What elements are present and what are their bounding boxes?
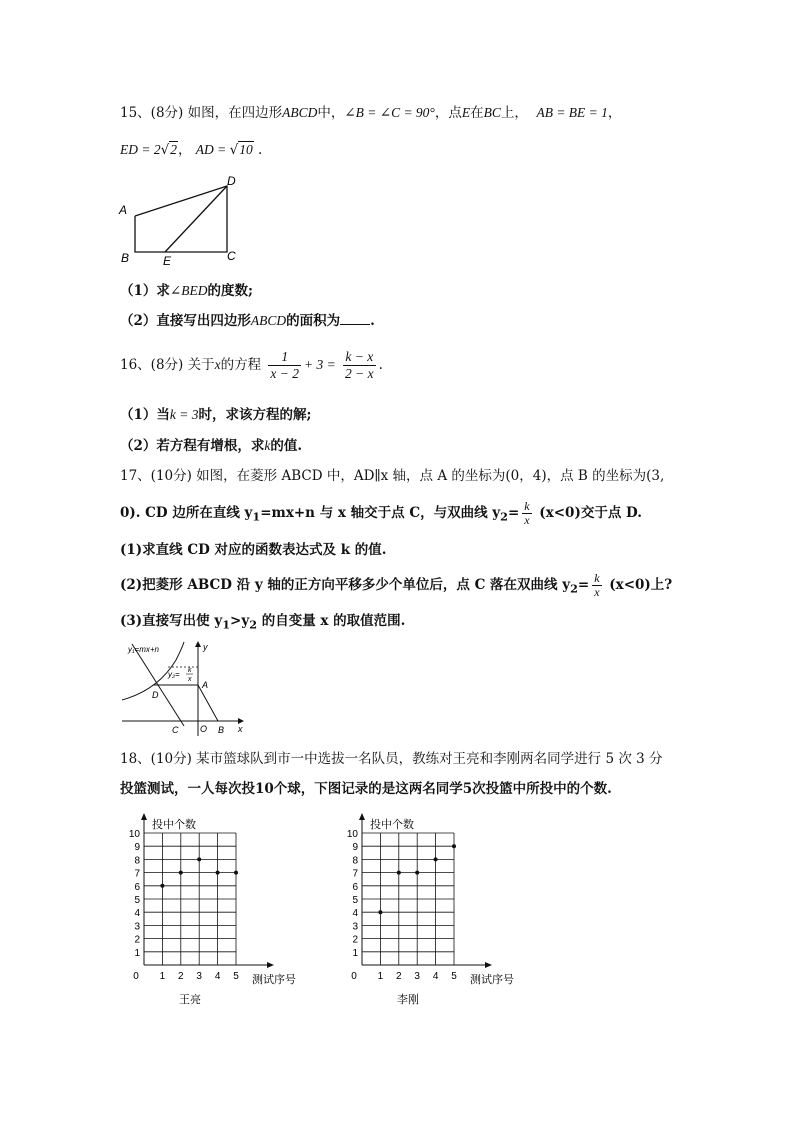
data-point bbox=[378, 910, 382, 914]
q17-label-b: B bbox=[218, 725, 225, 735]
q17-label-y: y bbox=[203, 642, 208, 652]
chart-ligang bbox=[336, 808, 526, 1018]
y-tick-label: 2 bbox=[134, 934, 140, 946]
q17-y-arrow bbox=[195, 641, 201, 647]
q15-label-b: B bbox=[121, 251, 130, 265]
q17-label-line: y₁=mx+n bbox=[128, 645, 159, 654]
q15-line1: 15、(8分) 如图，在四边形ABCD中，∠B = ∠C = 90°，点E在BC上， AB = BE = 1， bbox=[120, 105, 622, 121]
x-tick-label: 0 bbox=[351, 971, 357, 982]
q16-part1: （1）当k = 3时，求该方程的解; bbox=[120, 407, 312, 423]
x-tick-label: 2 bbox=[178, 971, 184, 982]
x-tick-label: 5 bbox=[451, 971, 457, 982]
q15-quad-outline bbox=[135, 186, 227, 252]
x-tick-label: 3 bbox=[414, 971, 420, 982]
q17-label-curve-x: x bbox=[188, 676, 192, 683]
y-tick-label: 10 bbox=[346, 829, 358, 840]
x-tick-label: 1 bbox=[377, 971, 384, 982]
chart-title: 李刚 bbox=[397, 994, 419, 1006]
x-axis-arrow bbox=[267, 962, 274, 968]
q17-part2-fraction: $\frac{k}{x}$ bbox=[594, 571, 600, 599]
q17-part2: (2)把菱形 ABCD 沿 y 轴的正方向平移多少个单位后，点 C 落在双曲线 $y_2=$ $\frac{k}{x}$ (x<0)上? bbox=[120, 571, 673, 599]
y-tick-label: 1 bbox=[352, 947, 358, 959]
y-tick-label: 8 bbox=[134, 855, 140, 867]
chart-title: 王亮 bbox=[179, 994, 201, 1006]
q17-label-d: D bbox=[152, 690, 159, 700]
y-tick-label: 3 bbox=[352, 921, 358, 933]
x-axis-arrow bbox=[485, 962, 492, 968]
x-tick-label: 4 bbox=[214, 971, 221, 982]
y-tick-label: 5 bbox=[134, 895, 140, 906]
q16-line1: 16、(8分) 关于x的方程 $\frac{1}{x - 2}$ + 3 = $\frac{k - x}{2 - x}$ . bbox=[120, 349, 383, 381]
x-tick-label: 2 bbox=[396, 971, 402, 982]
x-tick-label: 4 bbox=[432, 971, 439, 982]
y-tick-label: 10 bbox=[128, 829, 140, 840]
x-tick-label: 0 bbox=[133, 971, 139, 982]
y-tick-label: 3 bbox=[134, 921, 140, 933]
y-tick-label: 9 bbox=[352, 842, 358, 854]
q15-label-a: A bbox=[119, 203, 128, 217]
q16-fraction-left: $\frac{1}{x - 2}$ bbox=[270, 349, 299, 381]
q17-figure bbox=[118, 638, 250, 738]
q15-figure bbox=[115, 172, 245, 267]
q16-part2: （2）若方程有增根，求k的值. bbox=[120, 438, 303, 454]
q17-rhombus bbox=[153, 685, 218, 721]
data-point bbox=[160, 884, 164, 888]
q17-label-o: O bbox=[200, 724, 208, 734]
x-tick-label: 5 bbox=[233, 971, 239, 982]
x-tick-label: 3 bbox=[196, 971, 202, 982]
y-tick-label: 2 bbox=[352, 934, 358, 946]
q16-fraction-right: $\frac{k - x}{2 - x}$ bbox=[345, 349, 374, 381]
data-point bbox=[397, 871, 401, 875]
y-axis-label: 投中个数 bbox=[152, 819, 196, 831]
y-axis-arrow bbox=[359, 813, 365, 820]
q15-part2: （2）直接写出四边形ABCD的面积为 . bbox=[120, 313, 375, 329]
data-point bbox=[234, 871, 238, 875]
y-tick-label: 8 bbox=[352, 855, 358, 867]
data-point bbox=[216, 871, 220, 875]
q17-label-c: C bbox=[172, 725, 179, 735]
q15-line2: ED = 2√2， AD = √10 . bbox=[120, 142, 263, 158]
q17-line1: 17、(10分) 如图，在菱形 ABCD 中，AD∥x 轴，点 A 的坐标为(0，4)，点 B 的坐标为(3, bbox=[120, 468, 665, 484]
q17-label-x: x bbox=[238, 724, 243, 734]
x-tick-label: 1 bbox=[159, 971, 166, 982]
data-point bbox=[434, 857, 438, 861]
y-axis-label: 投中个数 bbox=[370, 819, 414, 831]
y-tick-label: 7 bbox=[352, 868, 358, 880]
data-point bbox=[179, 871, 183, 875]
x-axis-label: 测试序号 bbox=[470, 974, 514, 986]
q17-label-curve-k: k bbox=[188, 667, 192, 674]
y-tick-label: 6 bbox=[352, 881, 358, 893]
y-tick-label: 9 bbox=[134, 842, 140, 854]
x-axis-label: 测试序号 bbox=[252, 974, 296, 986]
q17-part1: (1)求直线 CD 对应的函数表达式及 k 的值. bbox=[120, 542, 387, 558]
q15-label-e: E bbox=[163, 254, 172, 267]
y-tick-label: 4 bbox=[134, 908, 140, 920]
data-point bbox=[415, 871, 419, 875]
q17-fraction-k-x: $\frac{k}{x}$ bbox=[524, 499, 530, 527]
q17-part3: (3)直接写出使 $y_1>y_2$ 的自变量 x 的取值范围. bbox=[120, 613, 406, 632]
y-tick-label: 5 bbox=[352, 895, 358, 906]
data-point bbox=[197, 857, 201, 861]
chart-wangliang bbox=[118, 808, 308, 1018]
y-tick-label: 1 bbox=[134, 947, 140, 959]
q15-label-c: C bbox=[227, 249, 236, 263]
answer-blank[interactable] bbox=[340, 312, 370, 325]
q15-label-d: D bbox=[227, 174, 236, 188]
y-axis-arrow bbox=[141, 813, 147, 820]
y-tick-label: 4 bbox=[352, 908, 358, 920]
y-tick-label: 7 bbox=[134, 868, 140, 880]
q18-line1: 18、(10分) 某市篮球队到市一中选拔一名队员，教练对王亮和李刚两名同学进行 5 次 3 分 bbox=[120, 751, 663, 767]
q17-label-curve: y₂= bbox=[168, 670, 180, 679]
q18-line2: 投篮测试，一人每次投10个球，下图记录的是这两名同学5次投篮中所投中的个数. bbox=[120, 781, 612, 797]
data-point bbox=[452, 844, 456, 848]
y-tick-label: 6 bbox=[134, 881, 140, 893]
q15-part1: （1）求∠BED的度数; bbox=[120, 283, 253, 299]
q17-label-a: A bbox=[202, 680, 209, 690]
q17-line2: 0). CD 边所在直线 $y_1=mx+n$ 与 x 轴交于点 C，与双曲线 $y_2=$ $\frac{k}{x}$ (x<0)交于点 D. bbox=[120, 499, 642, 527]
